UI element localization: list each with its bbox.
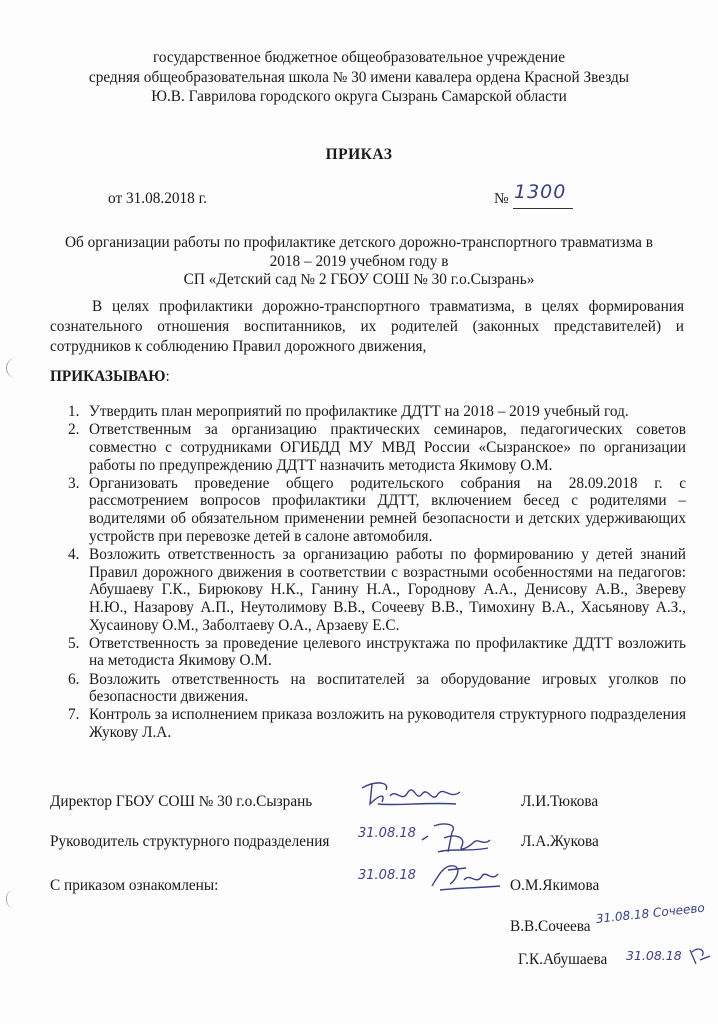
order-item-text: Возложить ответственность на воспитателей за оборудование игровых уголков по безопасности движения. xyxy=(89,670,686,706)
order-item-text: Возложить ответственность за организацию работы по формированию у детей знаний Правил дорожного движения в соответствии с возрастными особенностями на педагогов: Абушаеву Г.К., Бирюкову Н.К., Ганину Н.А., Городнову А.А., Денисову А.В., Звереву Н.Ю., Назарову А.П., Неутолимову В.В., Сочееву В.В., Тимохину В.А., Хасьянову А.З., Хусаинову О.М., Заболтаеву О.А., Арзаеву Е.С. xyxy=(89,545,686,634)
preamble-paragraph: В целях профилактики дорожно-транспортного травматизма, в целях формирования сознательного отношения воспитанников, их родителей (законных представителей) и сотрудников к соблюдению Правил дорожного движения, xyxy=(50,298,684,355)
order-item-number: 6. xyxy=(68,670,80,688)
organization-header xyxy=(0,48,718,107)
order-item xyxy=(68,475,686,546)
margin-mark xyxy=(6,358,17,378)
order-keyword-text: ПРИКАЗЫВАЮ xyxy=(50,368,166,385)
order-item xyxy=(68,706,686,741)
head-label: Руководитель структурного подразделения xyxy=(50,833,330,850)
order-number-underline xyxy=(513,208,573,209)
head-name: Л.А.Жукова xyxy=(521,833,599,850)
order-item xyxy=(68,403,686,421)
order-item-number: 7. xyxy=(68,706,80,724)
header-line-1: государственное бюджетное общеобразовательное учреждение xyxy=(152,49,565,66)
order-item-text: Контроль за исполнением приказа возложить на руководителя структурного подразделения Жукову Л.А. xyxy=(89,706,686,741)
head-signature-date: 31.08.18 xyxy=(358,826,416,841)
subject-line-2: 2018 – 2019 учебном году в xyxy=(269,252,449,270)
director-label: Директор ГБОУ СОШ № 30 г.о.Сызрань xyxy=(50,793,313,810)
order-item-text: Ответственность за проведение целевого инструктажа по профилактике ДДТТ возложить на методиста Якимову О.М. xyxy=(89,634,686,670)
order-item-number: 3. xyxy=(68,474,80,492)
order-item-text: Ответственным за организацию практических семинаров, педагогических советов совместно с сотрудниками ОГИБДД МУ МВД России «Сызранское» по организации работы по предупреждению ДДТТ назначить методиста Якимову О.М. xyxy=(89,421,686,474)
order-date: от 31.08.2018 г. xyxy=(108,190,207,207)
director-name: Л.И.Тюкова xyxy=(521,793,599,810)
director-signature xyxy=(356,774,468,810)
order-item-number: 1. xyxy=(68,403,80,420)
ack-date-yakimova: 31.08.18 xyxy=(358,868,416,883)
head-signature xyxy=(418,818,498,858)
order-item-number: 2. xyxy=(68,421,80,439)
order-item xyxy=(68,635,686,670)
order-item-number: 5. xyxy=(68,634,80,652)
header-line-3: Ю.В. Гаврилова городского округа Сызрань Самарской области xyxy=(151,88,567,105)
ack-name-socheeva: В.В.Сочеева xyxy=(510,918,591,935)
order-subject xyxy=(0,234,718,290)
order-items-list xyxy=(68,403,686,742)
order-item-text: Организовать проведение общего родительского собрания на 28.09.2018 г. с рассмотрением вопросов профилактики ДДТТ, включением бесед с родителями – водителями об обязательном применении ремней безопасности и детских удерживающих устройств при перевозке детей в салоне автомобиля. xyxy=(89,474,686,545)
ack-name-yakimova: О.М.Якимова xyxy=(510,877,600,894)
header-line-2: средняя общеобразовательная школа № 30 имени кавалера ордена Красной Звезды xyxy=(88,68,630,86)
order-item-number: 4. xyxy=(68,545,80,563)
subject-line-3: СП «Детский сад № 2 ГБОУ СОШ № 30 г.о.Сызрань» xyxy=(183,271,535,288)
order-number-label: № xyxy=(494,190,509,207)
order-item xyxy=(68,546,686,635)
order-item xyxy=(68,671,686,706)
order-item xyxy=(68,421,686,474)
subject-line-1: Об организации работы по профилактике детского дорожно-транспортного травматизма в xyxy=(64,234,654,251)
ack-handwriting-socheeva: 31.08.18 Сочеево xyxy=(595,900,706,926)
ack-label: С приказом ознакомлены: xyxy=(50,877,219,894)
ack-signature-yakimova xyxy=(426,856,506,896)
order-item-text: Утвердить план мероприятий по профилактике ДДТТ на 2018 – 2019 учебный год. xyxy=(89,403,629,420)
order-keyword xyxy=(50,368,170,386)
order-keyword-colon: : xyxy=(165,368,170,385)
document-title: ПРИКАЗ xyxy=(325,146,393,163)
order-number-handwritten: 1300 xyxy=(514,181,567,203)
binder-hole-mark xyxy=(6,890,15,908)
ack-signature-abushaeva xyxy=(686,942,714,970)
ack-date-abushaeva: 31.08.18 xyxy=(626,948,682,963)
ack-name-abushaeva: Г.К.Абушаева xyxy=(518,951,608,968)
